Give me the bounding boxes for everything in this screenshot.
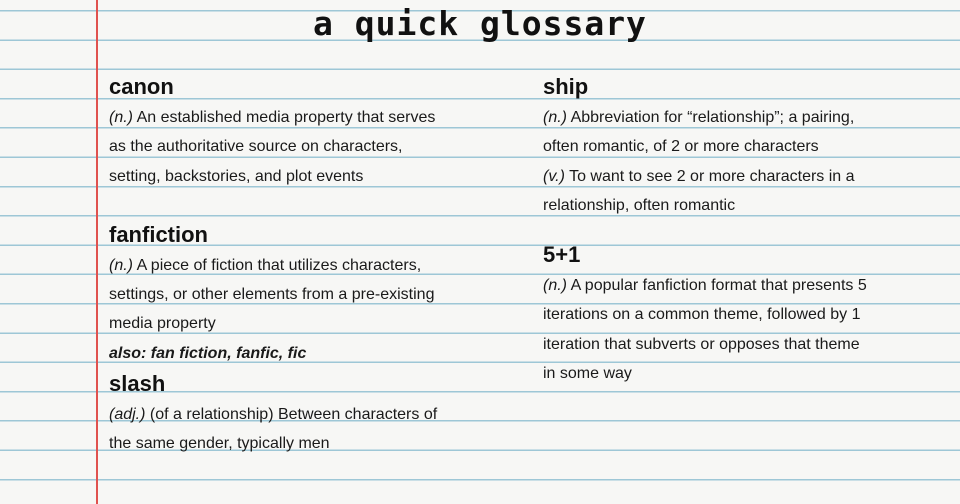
- definition-line: often romantic, of 2 or more characters: [543, 138, 819, 156]
- margin-line: [96, 0, 98, 504]
- definition-line: (n.) Abbreviation for “relationship”; a pairing,: [543, 109, 855, 126]
- term-5-plus-1: 5+1: [543, 242, 581, 268]
- entry-canon: [109, 71, 509, 191]
- definition-line: media property: [109, 315, 216, 333]
- entry-fanfiction: [109, 219, 509, 368]
- part-of-speech: (v.): [543, 167, 565, 185]
- definition-line: (v.) To want to see 2 or more characters in a: [543, 167, 855, 185]
- part-of-speech: (n.): [109, 109, 133, 126]
- glossary-left-column: [109, 71, 509, 459]
- term-canon: canon: [109, 74, 174, 99]
- entry-slash: [109, 368, 509, 459]
- definition-line: (adj.) (of a relationship) Between characters of: [109, 406, 438, 424]
- definition-line: in some way: [543, 365, 632, 383]
- definition-line: as the authoritative source on characters,: [109, 138, 403, 156]
- term-slash: slash: [109, 371, 166, 397]
- term-ship: ship: [543, 74, 589, 99]
- definition-line: (n.) An established media property that serves: [109, 109, 436, 126]
- term-fanfiction: fanfiction: [109, 221, 208, 247]
- part-of-speech: (n.): [109, 256, 133, 274]
- part-of-speech: (n.): [543, 109, 567, 126]
- entry-ship: [543, 71, 943, 220]
- entry-5-plus-1: [543, 239, 943, 388]
- definition-line: iterations on a common theme, followed by 1: [543, 306, 861, 324]
- part-of-speech: (adj.): [109, 406, 146, 424]
- definition-line: settings, or other elements from a pre-existing: [109, 286, 435, 304]
- definition-line: the same gender, typically men: [109, 435, 330, 453]
- definition-line: (n.) A piece of fiction that utilizes characters,: [109, 256, 422, 274]
- definition-line: setting, backstories, and plot events: [109, 167, 364, 185]
- page-title: a quick glossary: [313, 4, 647, 43]
- also-known-as: also: fan fiction, fanfic, fic: [109, 344, 307, 362]
- definition-line: (n.) A popular fanfiction format that presents 5: [543, 277, 867, 295]
- definition-line: iteration that subverts or opposes that theme: [543, 335, 860, 353]
- part-of-speech: (n.): [543, 277, 567, 295]
- glossary-right-column: [543, 71, 943, 388]
- definition-line: relationship, often romantic: [543, 196, 736, 214]
